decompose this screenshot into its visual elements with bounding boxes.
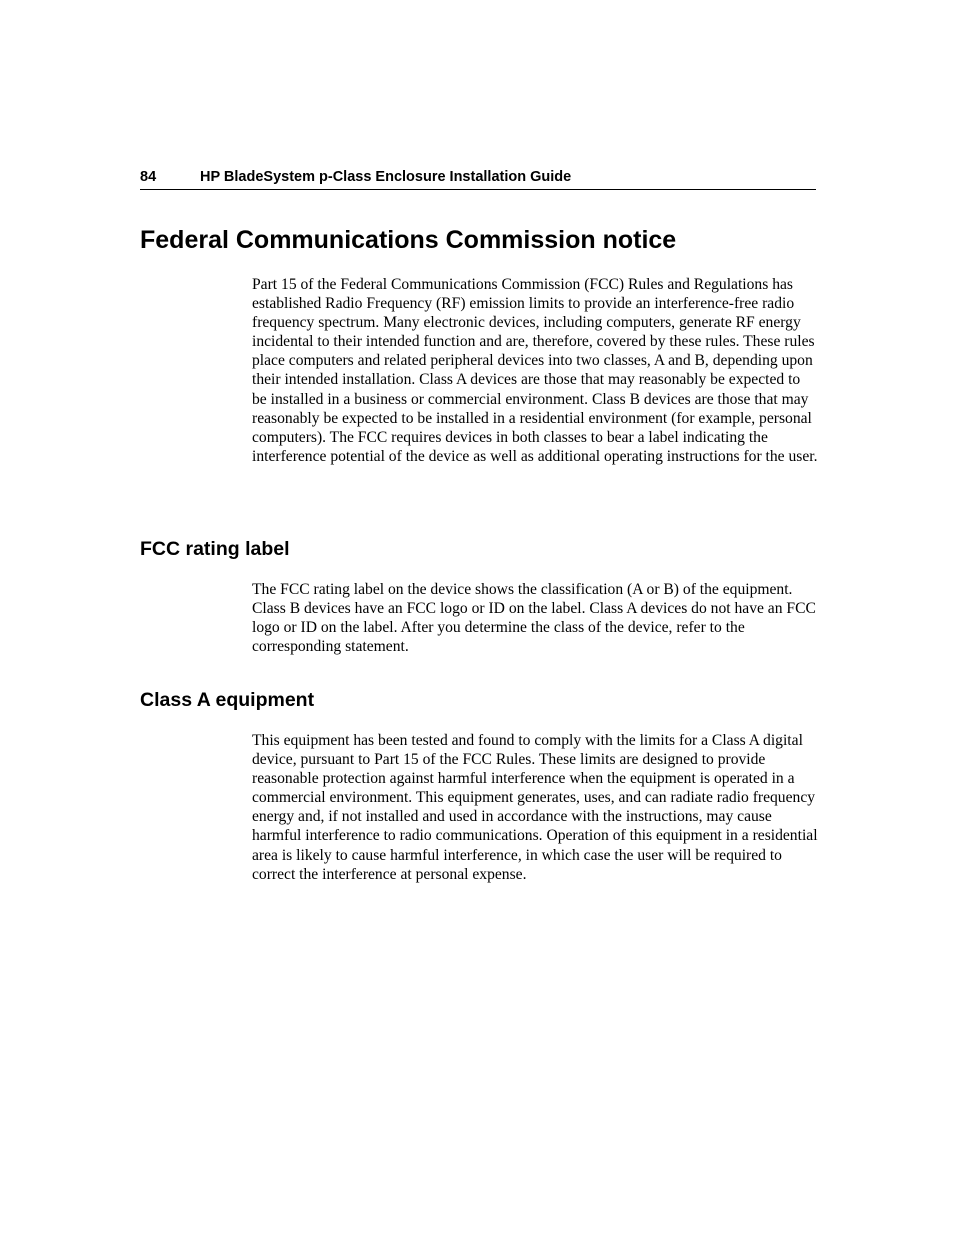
section-heading-fcc-rating-label: FCC rating label xyxy=(140,538,290,560)
section-heading-fcc-notice: Federal Communications Commission notice xyxy=(140,226,677,254)
paragraph-fcc-notice: Part 15 of the Federal Communications Commission (FCC) Rules and Regulations has established Radio Frequency (RF) emission limits to provide an interference-free radio frequency spectrum. Many electronic devices, including computers, generate RF energy incidental to their intended function and are, therefore, covered by these rules. These rules place computers and related peripheral devices into two classes, A and B, depending upon their intended installation. Class A devices are those that may reasonably be expected to be installed in a business or commercial environment. Class B devices are those that may reasonably be expected to be installed in a residential environment (for example, personal computers). The FCC requires devices in both classes to bear a label indicating the interference potential of the device as well as additional operating instructions for the user. xyxy=(252,276,818,465)
paragraph-fcc-rating-label: The FCC rating label on the device shows the classification (A or B) of the equipment. Class B devices have an FCC logo or ID on the label. Class A devices do not have an FCC logo or ID on the label. After you determine the class of the device, refer to the corresponding statement. xyxy=(252,581,816,656)
section-heading-class-a-equipment: Class A equipment xyxy=(140,689,315,711)
paragraph-class-a-equipment: This equipment has been tested and found to comply with the limits for a Class A digital device, pursuant to Part 15 of the FCC Rules. These limits are designed to provide reasonable protection against harmful interference when the equipment is operated in a commercial environment. This equipment generates, uses, and can radiate radio frequency energy and, if not installed and used in accordance with the instructions, may cause harmful interference to radio communications. Operation of this equipment in a residential area is likely to cause harmful interference, in which case the user will be required to correct the interference at personal expense. xyxy=(252,732,818,883)
page-number: 84 xyxy=(140,169,157,185)
running-header xyxy=(140,168,816,190)
guide-title: HP BladeSystem p-Class Enclosure Installation Guide xyxy=(200,169,572,185)
